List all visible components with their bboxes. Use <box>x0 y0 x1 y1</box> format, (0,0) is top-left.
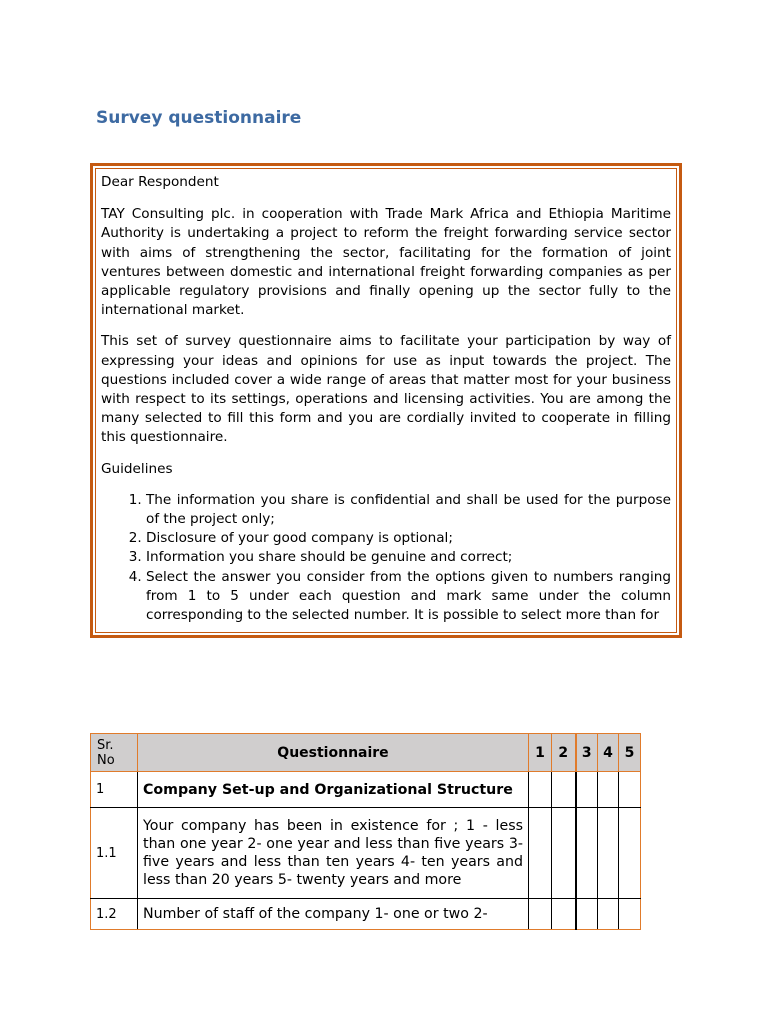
questionnaire-header: Questionnaire <box>138 734 529 772</box>
guidelines-label: Guidelines <box>101 460 173 477</box>
guideline-item: 1. The information you share is confidential and shall be used for the purpose of the project only; <box>146 491 671 529</box>
rating-cell-1[interactable] <box>529 808 552 899</box>
intro-paragraph-1: TAY Consulting plc. in cooperation with Trade Mark Africa and Ethiopia Maritime Authority is undertaking a project to reform the freight forwarding service sector with aims of strengthening the sector, facilitating for the formation of joint ventures between domestic and international freight forwarding companies as per applicable regulatory provisions and finally opening up the sector fully to the international market. <box>101 206 671 319</box>
rating-cell-3[interactable] <box>576 772 598 808</box>
rating-col-2-header: 2 <box>552 734 576 772</box>
rating-cell-1[interactable] <box>529 772 552 808</box>
rating-cell-5[interactable] <box>619 899 641 930</box>
intro-paragraph-2: This set of survey questionnaire aims to facilitate your participation by way of expressing your ideas and opinions for use as input towards the project. The questions included cover a wide range of areas that matter most for your business with respect to its settings, operations and licensing activities. You are among the many selected to fill this form and you are cordially invited to cooperate in filling this questionnaire. <box>101 333 671 446</box>
table-row <box>91 899 641 930</box>
row-question: Number of staff of the company 1- one or two 2- <box>138 899 529 930</box>
intro-letter-content <box>95 168 677 633</box>
rating-cell-4[interactable] <box>598 808 619 899</box>
guideline-item: 4. Select the answer you consider from the options given to numbers ranging from 1 to 5 under each question and mark same under the column corresponding to the selected number. It is possible to select more than for <box>146 568 671 626</box>
table-row <box>91 772 641 808</box>
row-sr-no: 1.1 <box>91 808 138 899</box>
rating-cell-4[interactable] <box>598 899 619 930</box>
page-title: Survey questionnaire <box>96 108 302 128</box>
sr-no-header: Sr. No <box>91 734 138 772</box>
table-row <box>91 808 641 899</box>
rating-cell-2[interactable] <box>552 899 576 930</box>
rating-col-1-header: 1 <box>529 734 552 772</box>
rating-cell-1[interactable] <box>529 899 552 930</box>
rating-col-5-header: 5 <box>619 734 641 772</box>
rating-cell-3[interactable] <box>576 899 598 930</box>
table-header-row <box>91 734 641 772</box>
guideline-item: 3. Information you share should be genuine and correct; <box>146 548 671 567</box>
rating-col-3-header: 3 <box>576 734 598 772</box>
rating-cell-3[interactable] <box>576 808 598 899</box>
salutation: Dear Respondent <box>101 174 219 190</box>
rating-cell-2[interactable] <box>552 808 576 899</box>
rating-cell-5[interactable] <box>619 772 641 808</box>
rating-col-4-header: 4 <box>598 734 619 772</box>
intro-letter-box <box>90 163 682 638</box>
row-sr-no: 1 <box>91 772 138 808</box>
rating-cell-4[interactable] <box>598 772 619 808</box>
row-question: Company Set-up and Organizational Structure <box>138 772 529 808</box>
guidelines-list <box>101 491 671 625</box>
questionnaire-table <box>90 733 641 930</box>
rating-cell-5[interactable] <box>619 808 641 899</box>
guideline-item: 2. Disclosure of your good company is optional; <box>146 529 671 548</box>
row-sr-no: 1.2 <box>91 899 138 930</box>
row-question: Your company has been in existence for ; 1 - less than one year 2- one year and less than five years 3- five years and less than ten years 4- ten years and less than 20 years 5- twenty years and more <box>138 808 529 899</box>
rating-cell-2[interactable] <box>552 772 576 808</box>
